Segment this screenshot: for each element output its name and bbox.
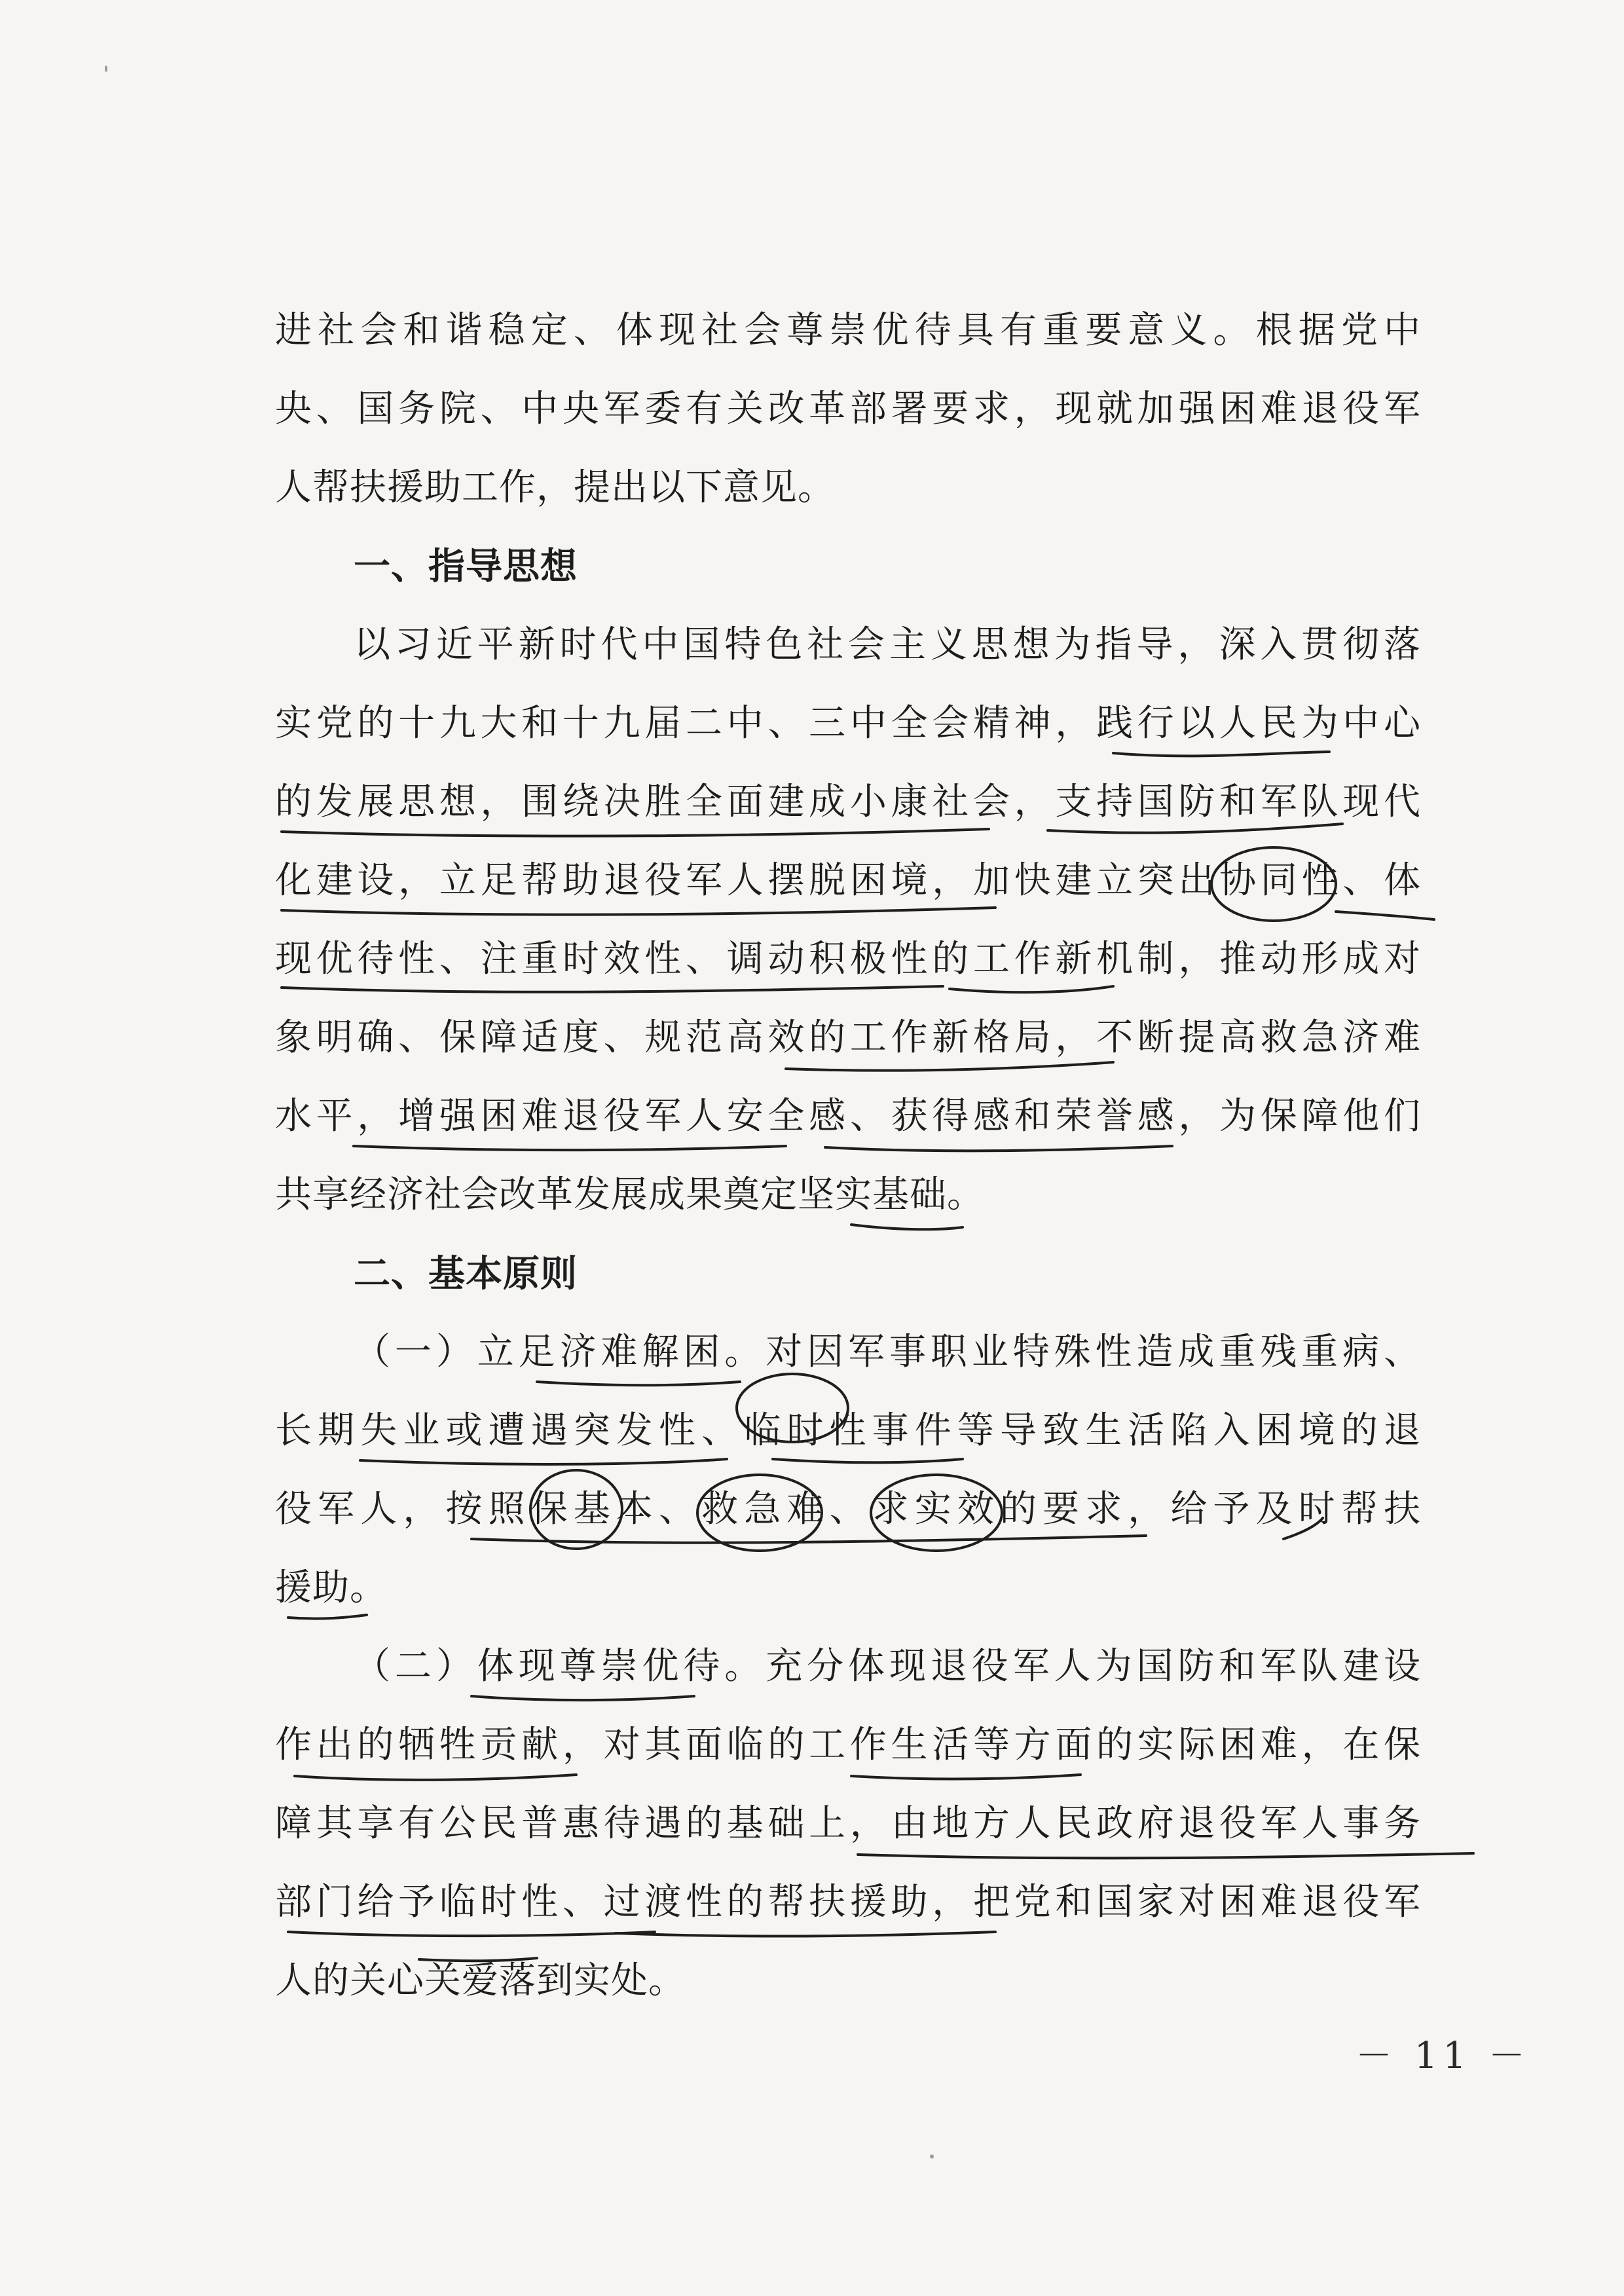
annotation-underline bbox=[1048, 824, 1342, 833]
annotation-underline bbox=[616, 1932, 995, 1936]
body-line-1: 进社会和谐稳定、体现社会尊崇优待具有重要意义。根据党中 bbox=[275, 309, 1421, 352]
body-line-18: （二）体现尊崇优待。充分体现退役军人为国防和军队建设 bbox=[354, 1645, 1421, 1688]
body-line-8: 化建设，立足帮助退役军人摆脱困境，加快建立突出协同性、体 bbox=[275, 859, 1421, 902]
annotation-underline bbox=[851, 1225, 963, 1229]
annotation-underline bbox=[288, 1615, 367, 1619]
annotation-underline bbox=[282, 908, 995, 915]
body-line-3: 人帮扶援助工作，提出以下意见。 bbox=[275, 466, 835, 509]
section-heading-1: 一、指导思想 bbox=[354, 545, 578, 588]
annotation-underline bbox=[288, 1932, 655, 1936]
annotation-underline bbox=[786, 1062, 1113, 1071]
body-line-10: 象明确、保障适度、规范高效的工作新格局，不断提高救急济难 bbox=[275, 1016, 1421, 1059]
annotation-underline bbox=[1336, 912, 1434, 919]
annotation-underline bbox=[773, 1459, 963, 1462]
annotation-underline bbox=[471, 1536, 1146, 1543]
body-line-7: 的发展思想，围绕决胜全面建成小康社会，支持国防和军队现代 bbox=[275, 781, 1421, 823]
body-line-21: 部门给予临时性、过渡性的帮扶援助，把党和国家对困难退役军 bbox=[275, 1881, 1421, 1923]
body-line-11: 水平，增强困难退役军人安全感、获得感和荣誉感，为保障他们 bbox=[275, 1095, 1421, 1138]
annotation-underline bbox=[360, 1459, 727, 1464]
body-line-22: 人的关心关爱落到实处。 bbox=[275, 1959, 686, 2002]
annotation-underline bbox=[471, 1696, 694, 1700]
body-line-2: 央、国务院、中央军委有关改革部署要求，现就加强困难退役军 bbox=[275, 388, 1421, 430]
annotation-underline bbox=[825, 1146, 1172, 1151]
annotation-underline bbox=[1113, 752, 1329, 756]
scan-speck bbox=[105, 65, 107, 72]
body-line-19: 作出的牺牲贡献，对其面临的工作生活等方面的实际困难，在保 bbox=[275, 1724, 1421, 1766]
body-line-15: 长期失业或遭遇突发性、临时性事件等导致生活陷入困境的退 bbox=[275, 1409, 1421, 1452]
body-line-14: （一）立足济难解困。对因军事职业特殊性造成重残重病、 bbox=[354, 1331, 1421, 1373]
section-heading-2: 二、基本原则 bbox=[354, 1252, 578, 1295]
body-line-17: 援助。 bbox=[275, 1566, 387, 1609]
annotation-underline bbox=[858, 1853, 1473, 1858]
annotation-underline bbox=[851, 1775, 1080, 1779]
body-line-5: 以习近平新时代中国特色社会主义思想为指导，深入贯彻落 bbox=[354, 623, 1421, 666]
annotation-underline bbox=[282, 829, 989, 836]
annotation-underline bbox=[295, 1775, 576, 1780]
body-line-16: 役军人，按照保基本、救急难、求实效的要求，给予及时帮扶 bbox=[275, 1488, 1421, 1530]
body-line-6: 实党的十九大和十九届二中、三中全会精神，践行以人民为中心 bbox=[275, 702, 1421, 745]
body-line-9: 现优待性、注重时效性、调动积极性的工作新机制，推动形成对 bbox=[275, 938, 1421, 980]
scan-speck bbox=[930, 2155, 934, 2158]
body-line-20: 障其享有公民普惠待遇的基础上，由地方人民政府退役军人事务 bbox=[275, 1802, 1421, 1845]
page-number: － 11 － bbox=[1356, 2035, 1530, 2077]
annotation-underline bbox=[282, 986, 943, 992]
annotation-underline bbox=[354, 1146, 786, 1150]
annotation-underline bbox=[950, 986, 1113, 992]
body-line-12: 共享经济社会改革发展成果奠定坚实基础。 bbox=[275, 1174, 984, 1216]
annotation-underline bbox=[537, 1382, 740, 1385]
